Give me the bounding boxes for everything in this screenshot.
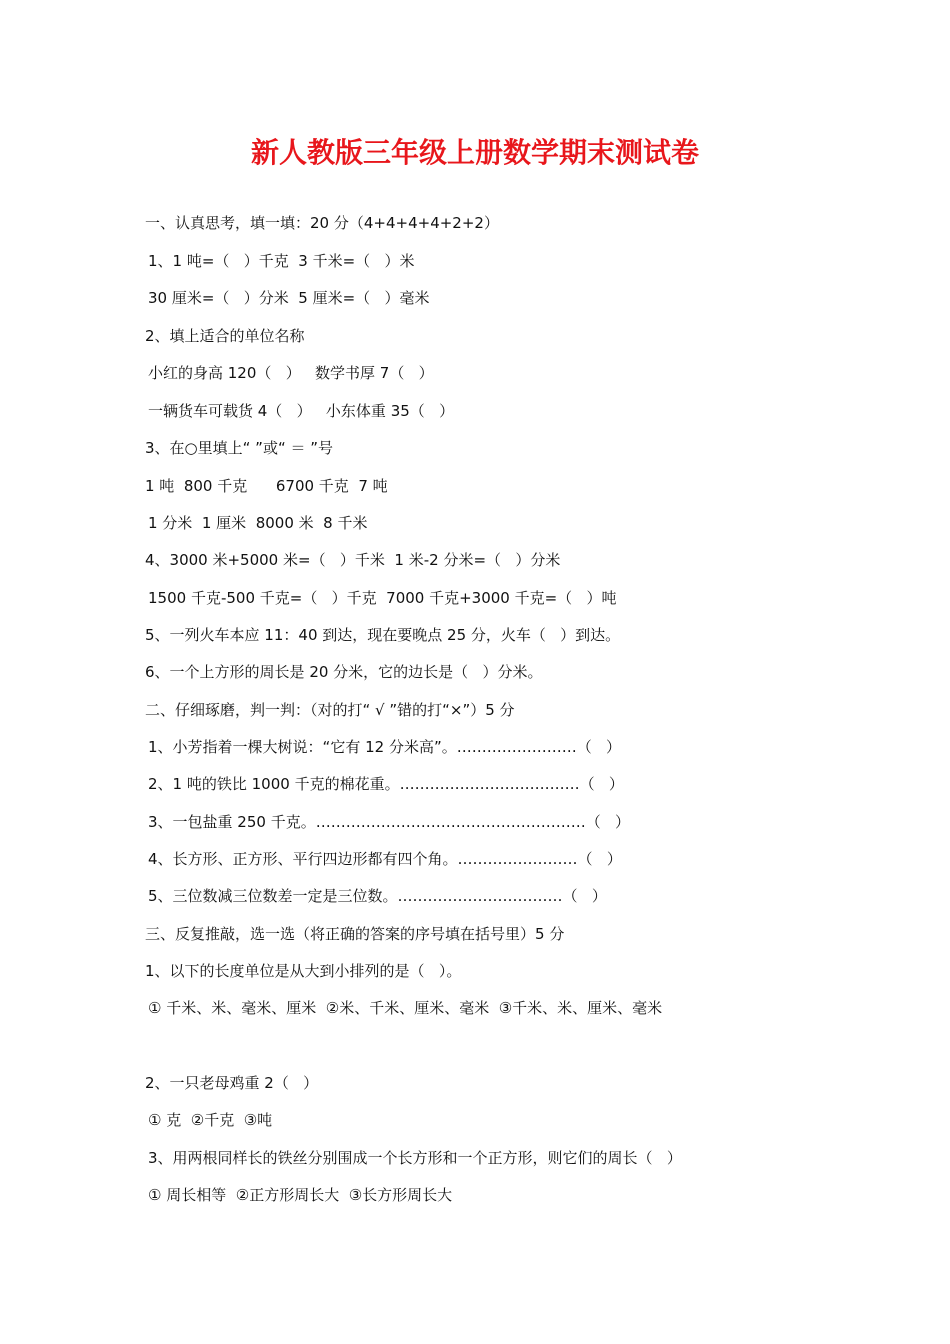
page-title: 新人教版三年级上册数学期末测试卷 — [250, 136, 699, 169]
section-2-heading: 二、仔细琢磨，判一判：（对的打“ √ ”错的打“×”）5 分 — [145, 701, 515, 719]
section-1-heading: 一、认真思考，填一填：20 分（4+4+4+4+2+2） — [145, 214, 499, 232]
q1-line-1: 1、1 吨=（ ）千克 3 千米=（ ）米 — [148, 252, 415, 270]
q2-line-1: 小红的身高 120（ ） 数学书厚 7（ ） — [148, 364, 434, 382]
q4-line-1: 4、3000 米+5000 米=（ ）千米 1 米-2 分米=（ ）分米 — [145, 551, 561, 569]
q5-line: 5、一列火车本应 11：40 到达，现在要晚点 25 分，火车（ ）到达。 — [145, 626, 621, 644]
q2-line-2: 一辆货车可载货 4（ ） 小东体重 35（ ） — [148, 402, 455, 420]
q4-line-2: 1500 千克-500 千克=（ ）千克 7000 千克+3000 千克=（ ）吨 — [148, 589, 617, 607]
section-3-heading: 三、反复推敲，选一选（将正确的答案的序号填在括号里）5 分 — [145, 925, 565, 943]
judge-item-2: 2、1 吨的铁比 1000 千克的棉花重。………………………………（ ） — [148, 775, 624, 793]
choice-2-question: 2、一只老母鸡重 2（ ） — [145, 1074, 319, 1092]
q6-line: 6、一个上方形的周长是 20 分米，它的边长是（ ）分米。 — [145, 663, 543, 681]
choice-2-options: ① 克 ②千克 ③吨 — [148, 1111, 273, 1129]
judge-item-5: 5、三位数减三位数差一定是三位数。……………………………（ ） — [148, 887, 607, 905]
judge-item-4: 4、长方形、正方形、平行四边形都有四个角。……………………（ ） — [148, 850, 622, 868]
judge-item-3: 3、一包盐重 250 千克。………………………………………………（ ） — [148, 813, 631, 831]
choice-1-question: 1、以下的长度单位是从大到小排列的是（ ）。 — [145, 962, 462, 980]
q3-line-1: 1 吨 800 千克 6700 千克 7 吨 — [145, 477, 388, 495]
choice-3-options: ① 周长相等 ②正方形周长大 ③长方形周长大 — [148, 1186, 453, 1204]
q3-line-2: 1 分米 1 厘米 8000 米 8 千米 — [148, 514, 368, 532]
q3-heading: 3、在○里填上“ ”或“ ＝ ”号 — [145, 439, 334, 457]
judge-item-1: 1、小芳指着一棵大树说：“它有 12 分米高”。……………………（ ） — [148, 738, 622, 756]
q2-heading: 2、填上适合的单位名称 — [145, 327, 305, 345]
choice-1-options: ① 千米、米、毫米、厘米 ②米、千米、厘米、毫米 ③千米、米、厘米、毫米 — [148, 999, 663, 1017]
q1-line-2: 30 厘米=（ ）分米 5 厘米=（ ）毫米 — [148, 289, 430, 307]
choice-3-question: 3、用两根同样长的铁丝分别围成一个长方形和一个正方形，则它们的周长（ ） — [148, 1149, 682, 1167]
